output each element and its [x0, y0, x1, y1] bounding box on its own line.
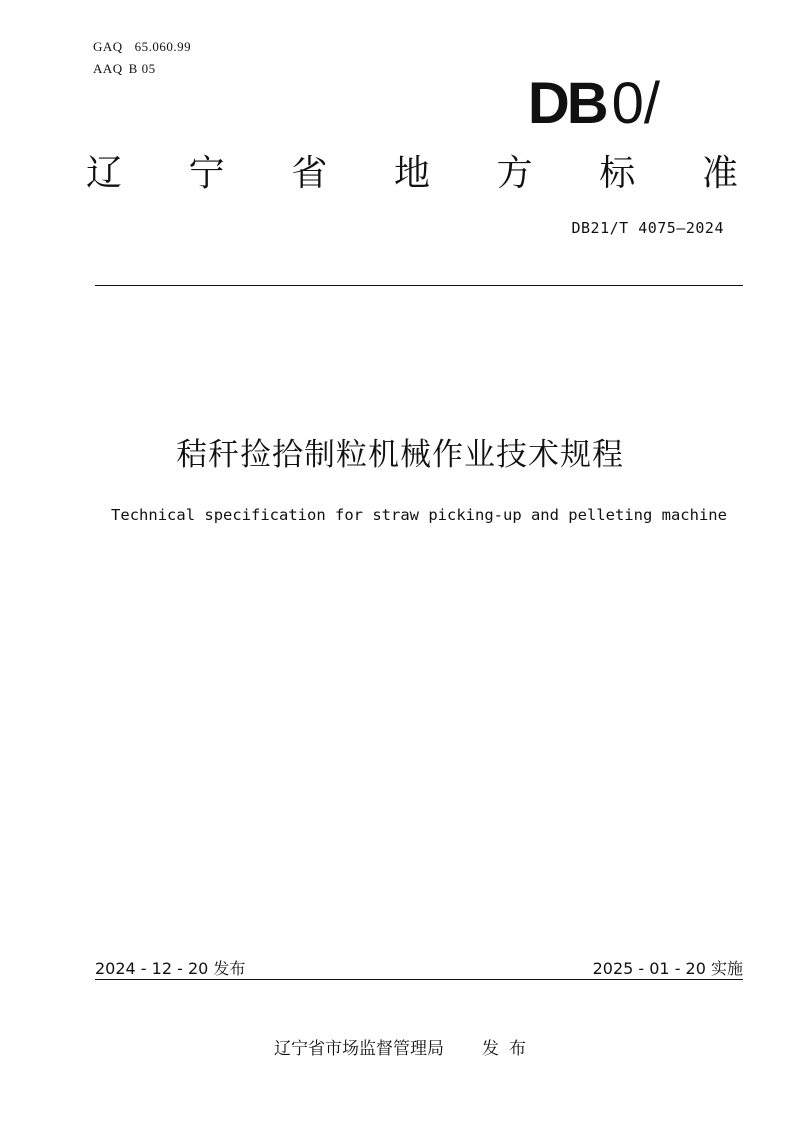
english-title: Technical specification for straw picking-up and pelleting machine	[111, 506, 727, 524]
ccs-value: B 05	[128, 61, 156, 76]
ccs-code	[93, 61, 156, 77]
ics-value: 65.060.99	[134, 39, 192, 54]
publisher	[274, 1034, 536, 1059]
implementation-date: 2025 - 01 - 20 实施	[592, 959, 743, 978]
ccs-label: AAQ	[93, 61, 123, 76]
provincial-title-char: 标	[599, 153, 636, 194]
standard-number: DB21/T 4075—2024	[571, 219, 724, 237]
standard-mark-suffix: 0/	[611, 71, 660, 136]
ics-code	[93, 39, 191, 55]
provincial-title-char: 准	[701, 153, 738, 194]
provincial-standard-title	[86, 152, 738, 196]
provincial-title-char: 省	[291, 153, 328, 194]
top-divider	[95, 285, 743, 286]
chinese-title: 秸秆捡拾制粒机械作业技术规程	[176, 437, 624, 473]
publisher-name: 辽宁省市场监督管理局	[274, 1039, 444, 1059]
standard-mark	[527, 71, 660, 136]
provincial-title-char: 辽	[86, 153, 123, 194]
ics-label: GAQ	[93, 39, 123, 54]
standard-mark-prefix: DB	[527, 71, 606, 136]
provincial-title-char: 宁	[188, 153, 225, 194]
provincial-title-char: 地	[393, 153, 430, 194]
bottom-divider	[95, 979, 743, 980]
provincial-title-char: 方	[496, 153, 533, 194]
publisher-action: 发布	[482, 1039, 536, 1059]
issue-date: 2024 - 12 - 20 发布	[95, 959, 246, 978]
